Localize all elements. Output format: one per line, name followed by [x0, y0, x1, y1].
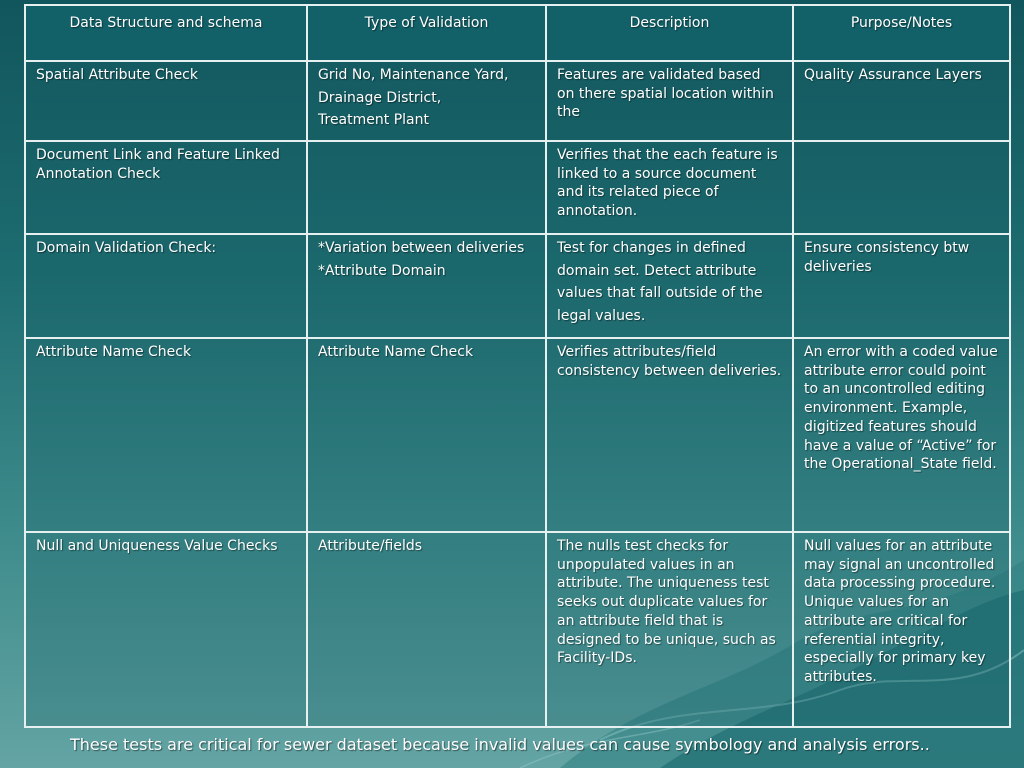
- table-row: [25, 141, 1010, 234]
- validation-line: Grid No, Maintenance Yard,: [318, 67, 509, 83]
- row-description: Verifies that the each feature is linked to a source document and its related piece of annotation.: [546, 141, 793, 234]
- row-validation: [307, 338, 546, 532]
- table-row: [25, 338, 1010, 532]
- validation-line: Attribute/fields: [318, 538, 423, 554]
- row-description: Features are validated based on there spatial location within the: [546, 61, 793, 141]
- validation-table: [24, 4, 1011, 728]
- table-header-row: [25, 5, 1010, 61]
- row-purpose: An error with a coded value attribute error could point to an uncontrolled editing environment. Example, digitized features should have a value of “Active” for the Operational_State field.: [793, 338, 1010, 532]
- column-header-description: Description: [546, 5, 793, 61]
- validation-line: *Attribute Domain: [318, 262, 446, 279]
- footer-note: These tests are critical for sewer dataset because invalid values can cause symbology and analysis errors..: [70, 735, 930, 754]
- row-structure: Null and Uniqueness Value Checks: [25, 532, 307, 727]
- row-structure: Attribute Name Check: [25, 338, 307, 532]
- validation-line: *Variation between deliveries: [318, 240, 525, 256]
- row-validation: [307, 532, 546, 727]
- column-header-purpose: Purpose/Notes: [793, 5, 1010, 61]
- row-description: Verifies attributes/field consistency between deliveries.: [546, 338, 793, 532]
- row-validation: [307, 61, 546, 141]
- table-row: [25, 532, 1010, 727]
- column-header-validation: Type of Validation: [307, 5, 546, 61]
- row-validation: [307, 234, 546, 338]
- row-description: Test for changes in defined domain set. Detect attribute values that fall outside of the legal values.: [546, 234, 793, 338]
- row-structure: Domain Validation Check:: [25, 234, 307, 338]
- row-structure: Spatial Attribute Check: [25, 61, 307, 141]
- validation-line: Treatment Plant: [318, 112, 429, 128]
- table-row: [25, 61, 1010, 141]
- row-purpose: Null values for an attribute may signal an uncontrolled data processing procedure. Unique values for an attribute are critical for referential integrity, especially for primary key attributes.: [793, 532, 1010, 727]
- row-validation: [307, 141, 546, 234]
- row-purpose: Ensure consistency btw deliveries: [793, 234, 1010, 338]
- row-purpose: [793, 141, 1010, 234]
- validation-line: Drainage District,: [318, 89, 442, 106]
- row-purpose: Quality Assurance Layers: [793, 61, 1010, 141]
- row-structure: Document Link and Feature Linked Annotation Check: [25, 141, 307, 234]
- validation-line: Attribute Name Check: [318, 344, 474, 360]
- table-row: [25, 234, 1010, 338]
- column-header-structure: Data Structure and schema: [25, 5, 307, 61]
- row-description: The nulls test checks for unpopulated values in an attribute. The uniqueness test seeks out duplicate values for an attribute field that is designed to be unique, such as Facility-IDs.: [546, 532, 793, 727]
